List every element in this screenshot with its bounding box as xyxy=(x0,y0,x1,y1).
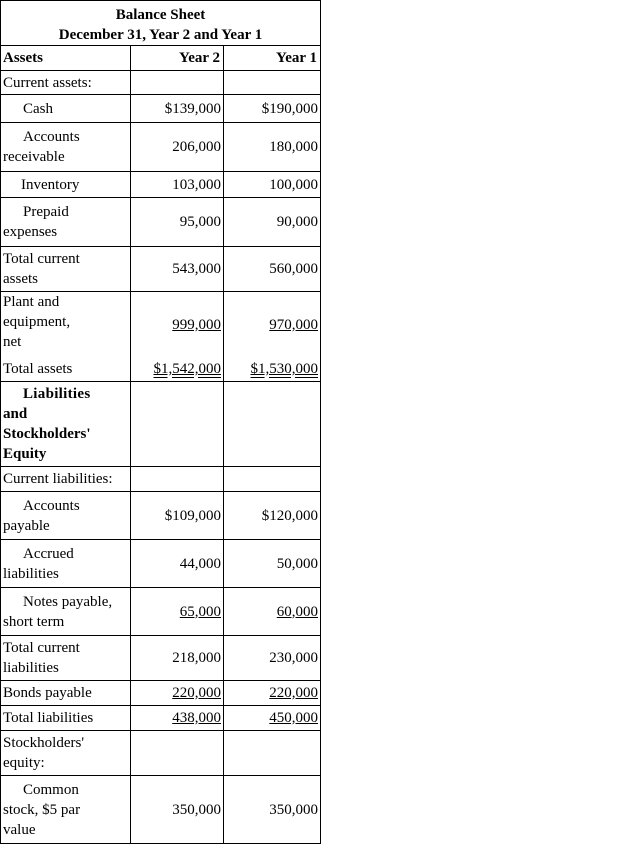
table-row xyxy=(1,123,321,172)
table-row xyxy=(1,292,321,358)
liab-header-line2: and xyxy=(3,406,28,422)
se-label xyxy=(1,731,131,776)
tcl-year2: 218,000 xyxy=(131,636,224,681)
np-label-line2: short term xyxy=(3,613,65,630)
table-row xyxy=(1,71,321,95)
bonds-year1: 220,000 xyxy=(224,681,321,706)
tca-label xyxy=(1,247,131,292)
cash-year1: $190,000 xyxy=(224,95,321,123)
ap-year2: $109,000 xyxy=(131,492,224,540)
ap-year1: $120,000 xyxy=(224,492,321,540)
table-row xyxy=(1,198,321,247)
ap-label-line2: payable xyxy=(3,517,50,534)
se-label-line2: equity: xyxy=(3,755,45,771)
cs-label-line2: stock, $5 par xyxy=(3,801,81,818)
bonds-label: Bonds payable xyxy=(1,681,131,706)
accrued-label-line1: Accrued xyxy=(23,545,74,562)
np-year1: 60,000 xyxy=(224,588,321,636)
cs-label-line1: Common xyxy=(23,781,79,798)
accrued-year2: 44,000 xyxy=(131,540,224,588)
ar-label-line1: Accounts xyxy=(23,129,80,145)
tl-year1: 450,000 xyxy=(224,706,321,731)
accrued-year1: 50,000 xyxy=(224,540,321,588)
header-row xyxy=(1,46,321,71)
ppe-year2: 999,000 xyxy=(131,292,224,358)
liab-header-line4: Equity xyxy=(3,446,47,462)
ta-year1: $1,530,000 xyxy=(224,358,321,382)
accrued-label-line2: liabilities xyxy=(3,565,59,582)
tca-label-line2: assets xyxy=(3,271,38,287)
cs-year1: 350,000 xyxy=(224,776,321,844)
inventory-year1: 100,000 xyxy=(224,172,321,198)
ap-label xyxy=(1,492,131,540)
inventory-year2: 103,000 xyxy=(131,172,224,198)
table-row xyxy=(1,588,321,636)
sheet-subtitle: December 31, Year 2 and Year 1 xyxy=(58,27,263,43)
cs-label-line3: value xyxy=(3,821,36,838)
ppe-label-line3: net xyxy=(3,334,22,350)
tcl-label-line1: Total current xyxy=(3,640,80,656)
ar-label xyxy=(1,123,131,172)
title-row xyxy=(1,1,321,46)
ppe-label-line1: Plant and xyxy=(3,294,60,310)
tl-year2: 438,000 xyxy=(131,706,224,731)
tl-label: Total liabilities xyxy=(1,706,131,731)
title-cell xyxy=(1,1,321,46)
table-row xyxy=(1,172,321,198)
assets-header: Assets xyxy=(1,46,131,71)
tcl-year1: 230,000 xyxy=(224,636,321,681)
liab-header-line3: Stockholders' xyxy=(3,426,91,442)
tcl-label xyxy=(1,636,131,681)
ta-label: Total assets xyxy=(1,358,131,382)
cs-year2: 350,000 xyxy=(131,776,224,844)
ar-year1: 180,000 xyxy=(224,123,321,172)
table-row xyxy=(1,681,321,706)
table-row xyxy=(1,247,321,292)
tcl-label-line2: liabilities xyxy=(3,660,59,676)
table-row xyxy=(1,492,321,540)
table-row xyxy=(1,731,321,776)
ppe-label-line2: equipment, xyxy=(3,314,71,330)
year2-header: Year 2 xyxy=(131,46,224,71)
cash-label: Cash xyxy=(1,95,131,123)
ta-year2: $1,542,000 xyxy=(131,358,224,382)
table-row xyxy=(1,95,321,123)
cs-label xyxy=(1,776,131,844)
cash-year2: $139,000 xyxy=(131,95,224,123)
tca-label-line1: Total current xyxy=(3,251,80,267)
table-row xyxy=(1,540,321,588)
ar-label-line2: receivable xyxy=(3,149,65,165)
tca-year2: 543,000 xyxy=(131,247,224,292)
year1-header: Year 1 xyxy=(224,46,321,71)
sheet-title: Balance Sheet xyxy=(115,7,206,23)
accrued-label xyxy=(1,540,131,588)
table-row xyxy=(1,467,321,492)
ap-label-line1: Accounts xyxy=(23,497,80,514)
table-row xyxy=(1,776,321,844)
se-label-line1: Stockholders' xyxy=(3,735,85,751)
prepaid-label-line2: expenses xyxy=(3,224,58,240)
prepaid-year1: 90,000 xyxy=(224,198,321,247)
ppe-year1: 970,000 xyxy=(224,292,321,358)
table-row xyxy=(1,358,321,382)
ppe-label xyxy=(1,292,131,358)
current-liab-label: Current liabilities: xyxy=(1,467,131,492)
ar-year2: 206,000 xyxy=(131,123,224,172)
np-year2: 65,000 xyxy=(131,588,224,636)
liabilities-header-row xyxy=(1,382,321,467)
table-row xyxy=(1,706,321,731)
prepaid-label-line1: Prepaid xyxy=(23,204,69,220)
bonds-year2: 220,000 xyxy=(131,681,224,706)
prepaid-year2: 95,000 xyxy=(131,198,224,247)
np-label xyxy=(1,588,131,636)
table-row xyxy=(1,636,321,681)
np-label-line1: Notes payable, xyxy=(23,593,113,610)
inventory-label: Inventory xyxy=(1,172,131,198)
liab-header-line1: Liabilities xyxy=(23,386,91,402)
current-assets-label: Current assets: xyxy=(1,71,131,95)
liabilities-header xyxy=(1,382,131,467)
tca-year1: 560,000 xyxy=(224,247,321,292)
prepaid-label xyxy=(1,198,131,247)
